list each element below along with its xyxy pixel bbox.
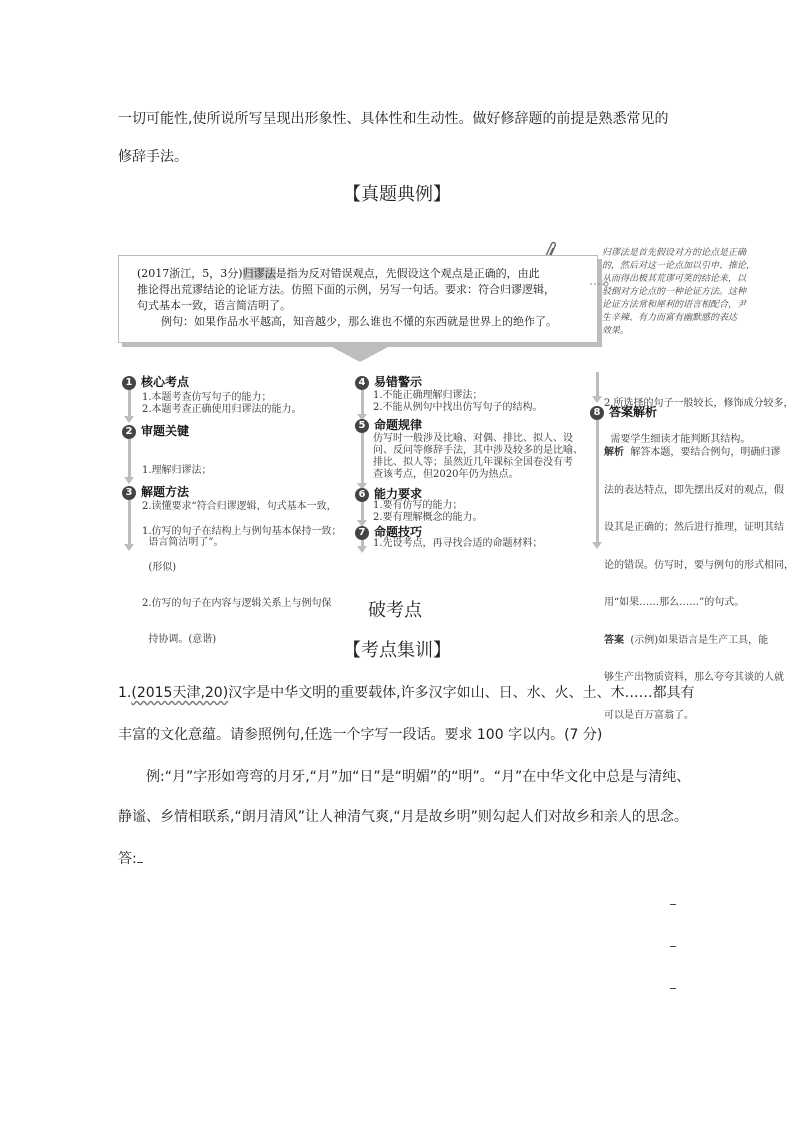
section-1-body: 1.本题考查仿写句子的能力； 2.本题考查正确使用归谬法的能力。 [142, 392, 302, 415]
label-jiexi: 解析 [604, 447, 624, 458]
section-7-bar [361, 540, 364, 546]
section-1-bar [128, 390, 131, 416]
question-line-2: 丰富的文化意蕴。请参照例句,任选一个字写一段话。要求 100 字以内。(7 分) [118, 727, 603, 743]
intro-line-2: 修辞手法。 [118, 149, 188, 165]
section-7-body: 1.先设考点，再寻找合适的命题材料； [373, 538, 543, 549]
heading-breakpoint: 破考点 [368, 600, 422, 621]
side-note-line: 论证方法常和犀利的语言相配合，尹 [602, 300, 747, 310]
answer-line-marker-2[interactable] [670, 946, 676, 947]
label-daan: 答案 [604, 634, 624, 646]
section-8-body: 解析 解答本题，要结合例句，明确归谬 法的表达特点，即先摆出反对的观点，假 设其是正确的；然后进行推理，证明其结 论的错误。仿写时，要与例句的形式相同， 用“如果……那么……”的句式。 答案 (示例)如果语言是生产工具，能 够生产出物质资料，那么夸夸其谈的人就 可以是百万富翁了。 [604, 447, 794, 721]
section-2-title: 2 审题关键 [122, 422, 189, 439]
section-5-title: 5 命题规律 [355, 416, 422, 433]
answer-line-marker-3[interactable] [670, 988, 676, 989]
section-7-title: 7 命题技巧 [355, 523, 422, 540]
example-box [118, 255, 598, 343]
section-4-bar [361, 390, 364, 414]
side-note [602, 247, 792, 338]
question-source: (2015天津,20) [131, 685, 229, 701]
side-note-line: 从而得出极其荒谬可笑的结论来，以 [602, 274, 747, 284]
side-note-line: 驳倒对方论点的一种论证方法。这种 [602, 287, 747, 297]
section-5-body: 仿写时一般涉及比喻、对偶、排比、拟人、设 问、反问等修辞手法，其中涉及较多的是比喻、 排比、拟人等；虽然近几年课标全国卷没有考 查该考点，但2020年仍为热点。 [373, 433, 583, 480]
example-source: (2017浙江，5，3分) [137, 267, 243, 280]
section-8-bar [596, 420, 599, 542]
example-sentence: 例句：如果作品水平越高，知音越少，那么谁也不懂的东西就是世界上的绝作了。 [161, 315, 557, 328]
section-1-title: 1 核心考点 [122, 373, 189, 390]
question-example-2: 静谧、乡情相联系,“朗月清风”让人神清气爽,“月是故乡明”则勾起人们对故乡和亲人的思念。 [118, 809, 688, 825]
side-note-line: 生辛辣、有力而富有幽默感的表达 [602, 313, 738, 323]
section-7-continued: 2.所选择的句子一般较长，修饰成分较多， 需要学生细读才能判断其结构。 [604, 398, 794, 445]
answer-line-marker-1[interactable] [670, 904, 676, 905]
section-8-title: 8 答案解析 [590, 403, 657, 420]
side-note-line: 的，然后对这一论点加以引申、推论， [602, 261, 756, 271]
question-example-1: 例:“月”字形如弯弯的月牙,“月”加“日”是“明媚”的“明”。“月”在中华文化中总是与清纯、 [146, 769, 691, 785]
example-line-1: (2017浙江，5，3分)归谬法是指为反对错误观点，先假设这个观点是正确的，由此 [137, 267, 540, 280]
section-4-body: 1.不能正确理解归谬法； 2.不能从例句中找出仿写句子的结构。 [373, 390, 543, 413]
example-term: 归谬法 [242, 267, 276, 280]
section-2-bar [128, 439, 131, 477]
section-3-bar [128, 500, 131, 544]
section-6-bar [361, 502, 364, 520]
side-note-line: 归谬法是首先假设对方的论点是正确 [602, 248, 747, 258]
question-line-1: 1.(2015天津,20)汉字是中华文明的重要载体,许多汉字如山、日、水、火、土、木……都具有 [118, 685, 695, 701]
answer-blank[interactable] [137, 850, 143, 863]
heading-examples: 【真题典例】 [343, 184, 451, 205]
intro-line-1: 一切可能性,使所说所写呈现出形象性、具体性和生动性。做好修辞题的前提是熟悉常见的 [118, 111, 669, 127]
section-5-bar [361, 433, 364, 483]
question-number: 1. [118, 685, 132, 701]
example-line-3: 句式基本一致，语言简洁明了。 [137, 299, 291, 312]
section-3-body: 1.仿写的句子在结构上与例句基本保持一致； (形似) 2.仿写的句子在内容与逻辑关系上与例句保 持协调。(意谐) [142, 526, 342, 645]
section-6-body: 1.要有仿写的能力； 2.要有理解概念的能力。 [373, 500, 483, 523]
down-arrow-icon [330, 346, 390, 362]
section-7-cont-bar [596, 372, 599, 396]
section-4-title: 4 易错警示 [355, 373, 422, 390]
answer-label: 答: [118, 848, 143, 868]
side-note-line: 效果。 [602, 326, 630, 336]
section-2-body: 1.理解归谬法； 2.读懂要求“符合归谬逻辑，句式基本一致， 语言简洁明了”。 [142, 465, 337, 548]
heading-training: 【考点集训】 [343, 640, 451, 661]
example-line-2: 推论得出荒谬结论的论证方法。仿照下面的示例，另写一句话。要求：符合归谬逻辑， [137, 283, 555, 296]
section-6-title: 6 能力要求 [355, 485, 422, 502]
section-3-title: 3 解题方法 [122, 483, 189, 500]
